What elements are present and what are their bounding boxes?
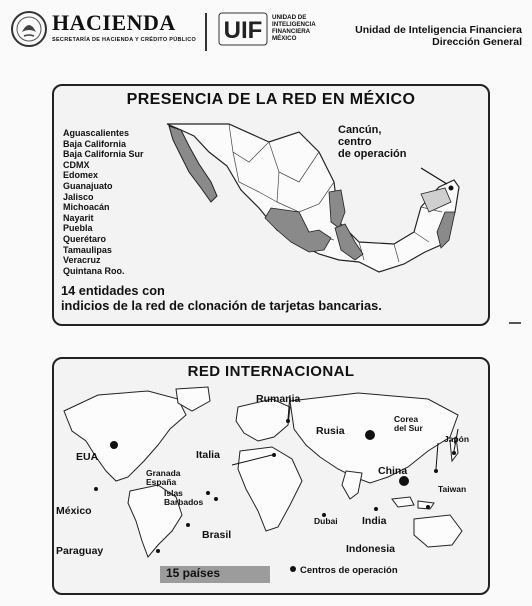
country-count: 15 países bbox=[166, 566, 221, 580]
list-item: CDMX bbox=[63, 159, 90, 170]
mexico-panel-title: PRESENCIA DE LA RED EN MÉXICO bbox=[126, 91, 416, 108]
cancun-label-line: de operación bbox=[338, 148, 407, 160]
list-item: Michoacán bbox=[63, 202, 110, 213]
label-indonesia: Indonesia bbox=[346, 543, 396, 555]
indonesia-shape bbox=[392, 497, 414, 507]
list-item: Veracruz bbox=[63, 255, 101, 266]
label-mexico: México bbox=[56, 505, 92, 517]
international-network-panel bbox=[52, 357, 490, 595]
label-granada bbox=[146, 469, 181, 487]
uif-line: MÉXICO bbox=[272, 35, 297, 42]
label-corea-line2: del Sur bbox=[394, 423, 423, 433]
state-list bbox=[63, 128, 144, 276]
cancun-label-line: Cancún, bbox=[338, 124, 382, 136]
label-islas bbox=[164, 489, 203, 507]
label-dubai: Dubai bbox=[314, 516, 338, 526]
europe-shape bbox=[236, 399, 290, 441]
world-panel-title: RED INTERNACIONAL bbox=[187, 363, 355, 380]
cancun-arrow bbox=[421, 168, 447, 184]
list-item: Nayarit bbox=[63, 212, 94, 223]
label-corea-line1: Corea bbox=[394, 414, 419, 424]
label-islas-line: Islas bbox=[164, 488, 183, 498]
label-rusia: Rusia bbox=[316, 425, 345, 437]
label-rumania: Rumania bbox=[256, 393, 301, 405]
cancun-label bbox=[338, 124, 406, 160]
uif-logo-text: UIF bbox=[223, 17, 263, 44]
legend-dot-icon bbox=[290, 566, 296, 572]
label-brasil: Brasil bbox=[202, 529, 232, 541]
uif-line: UNIDAD DE bbox=[272, 14, 307, 21]
unit-title: Unidad de Inteligencia Financiera bbox=[355, 24, 522, 36]
list-item: Puebla bbox=[63, 223, 93, 234]
uif-line: INTELIGENCIA bbox=[272, 21, 316, 28]
list-item: Jalisco bbox=[63, 191, 94, 202]
list-item: Querétaro bbox=[63, 233, 107, 244]
tamaulipas-shape bbox=[329, 190, 345, 228]
label-italia: Italia bbox=[196, 449, 220, 461]
label-india: India bbox=[362, 515, 387, 527]
africa-shape bbox=[238, 447, 302, 531]
mexico-network-panel bbox=[52, 84, 490, 326]
operation-center-china bbox=[399, 476, 409, 486]
page-dash bbox=[509, 322, 521, 324]
cancun-label-line: centro bbox=[338, 136, 372, 148]
list-item: Aguascalientes bbox=[63, 128, 130, 138]
unit-title-block bbox=[355, 24, 522, 48]
australia-shape bbox=[414, 515, 462, 547]
org-subtitle: SECRETARÍA DE HACIENDA Y CRÉDITO PÚBLICO bbox=[52, 37, 197, 43]
list-item: Edomex bbox=[63, 170, 99, 181]
label-granada-line: Granada bbox=[146, 468, 181, 478]
label-corea bbox=[394, 415, 423, 433]
label-eua: EUA bbox=[76, 451, 99, 463]
label-china: China bbox=[378, 465, 408, 477]
org-name: HACIENDA bbox=[52, 10, 176, 35]
list-item: Guanajuato bbox=[63, 180, 113, 191]
uif-line: FINANCIERA bbox=[272, 28, 311, 35]
legend bbox=[290, 565, 398, 576]
caption-line-1: 14 entidades con bbox=[61, 283, 165, 298]
caption-line-2: indicios de la red de clonación de tarjetas bancarias. bbox=[61, 298, 382, 313]
world-map bbox=[58, 381, 486, 561]
header-divider bbox=[205, 13, 207, 51]
mexico-map bbox=[159, 112, 479, 282]
label-japon: Japón bbox=[444, 434, 470, 444]
list-item: Quintana Roo. bbox=[63, 265, 125, 276]
label-barbados-line: Barbados bbox=[164, 497, 204, 507]
label-taiwan: Taiwan bbox=[438, 484, 467, 494]
list-item: Tamaulipas bbox=[63, 244, 112, 255]
list-item: Baja California Sur bbox=[63, 149, 144, 160]
mexico-caption bbox=[61, 283, 382, 313]
list-item: Baja California bbox=[63, 138, 127, 149]
label-espana-line: España bbox=[146, 477, 177, 487]
mexico-seal-icon bbox=[10, 10, 48, 48]
legend-label: Centros de operación bbox=[300, 565, 398, 576]
label-paraguay: Paraguay bbox=[56, 545, 104, 557]
unit-subtitle: Dirección General bbox=[432, 36, 522, 48]
uif-name-block bbox=[272, 14, 316, 42]
operation-center-eua bbox=[110, 441, 118, 449]
operation-center-rusia bbox=[365, 430, 375, 440]
india-shape bbox=[342, 471, 362, 499]
cancun-marker bbox=[449, 186, 454, 191]
uif-logo-icon bbox=[218, 12, 268, 46]
